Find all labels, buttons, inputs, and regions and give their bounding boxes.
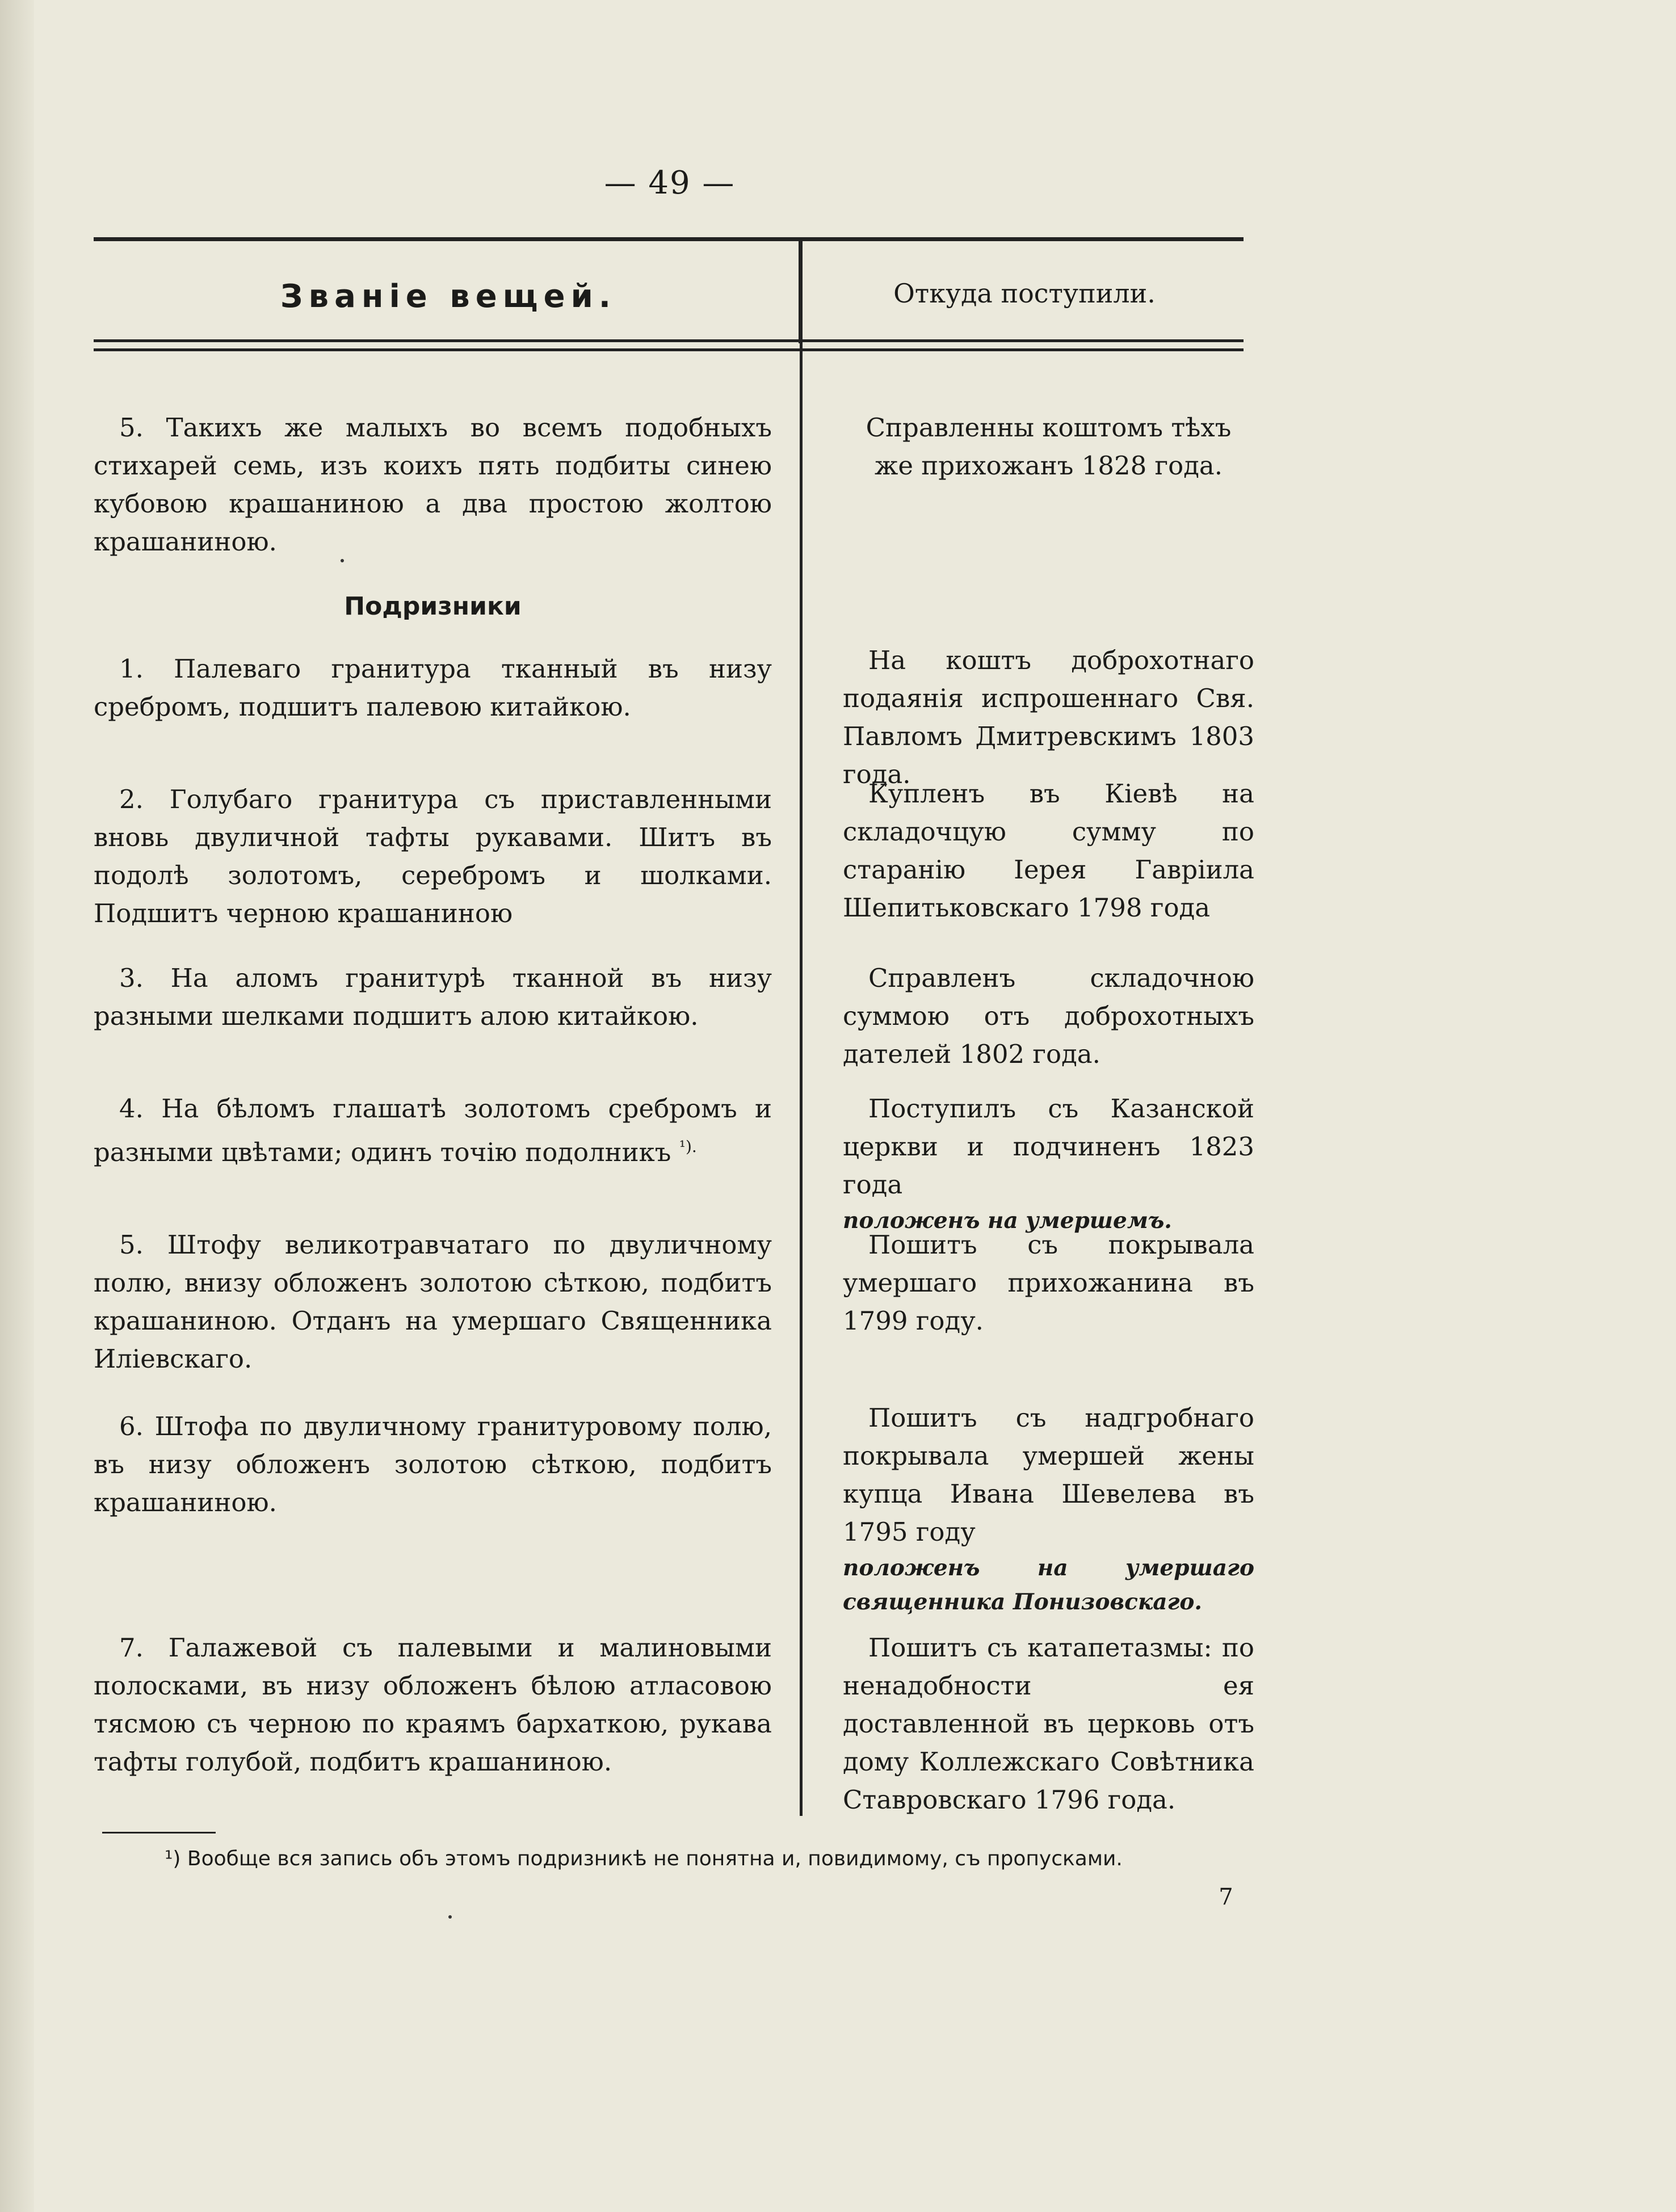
footnote-ref: ¹). xyxy=(679,1137,697,1156)
source-podriznik-1: На коштъ доброхотнаго подаянія испрошеннаго Свя. Павломъ Дмитревскимъ 1803 года. xyxy=(843,645,1254,789)
entry-podriznik-4 xyxy=(94,1090,772,1171)
source-podriznik-2: Купленъ въ Кіевѣ на складочцую сумму по старанію Іерея Гавріила Шепитьковскаго 1798 года xyxy=(843,779,1254,923)
footnote: ¹) Вообще вся запись объ этомъ подризникѣ не понятна и, повидимому, съ пропусками. xyxy=(165,1847,1123,1870)
source-podriznik-6 xyxy=(843,1399,1254,1619)
entry-podriznik-1: 1. Палеваго гранитура тканный въ низу сребромъ, подшитъ палевою китайкою. xyxy=(94,654,772,722)
section-heading-podrizniki: Подризники xyxy=(344,592,522,621)
source-podriznik-4-text: Поступилъ съ Казанской церкви и подчиненъ 1823 года xyxy=(843,1094,1254,1200)
source-podriznik-4-note: положенъ на умершемъ. xyxy=(843,1208,1172,1234)
ink-speck xyxy=(341,559,344,562)
source-podriznik-3: Справленъ складочною суммою отъ доброхотныхъ дателей 1802 года. xyxy=(843,963,1254,1069)
table-top-rule xyxy=(94,237,1244,241)
source-stichar-5: Справленны коштомъ тѣхъ же прихожанъ 1828 года. xyxy=(866,413,1232,481)
source-podriznik-6-note: положенъ на умершаго священника Понизовскаго. xyxy=(843,1555,1254,1615)
source-podriznik-4 xyxy=(843,1090,1254,1238)
source-podriznik-7: Пошитъ съ катапетазмы: по ненадобности ея доставленной въ церковь отъ дому Коллежскаго Совѣтника Ставровскаго 1796 года. xyxy=(843,1633,1254,1815)
entry-podriznik-2: 2. Голубаго гранитура съ приставленными вновь двуличной тафты рукавами. Шитъ въ подолѣ золотомъ, серебромъ и шолками. Подшитъ черною крашаниною xyxy=(94,784,772,928)
entry-podriznik-3: 3. На аломъ гранитурѣ тканной въ низу разными шелками подшитъ алою китайкою. xyxy=(94,963,772,1031)
page-number: — 49 — xyxy=(604,165,736,201)
ink-speck xyxy=(448,1915,452,1919)
column-divider xyxy=(800,241,803,1816)
source-podriznik-6-text: Пошитъ съ надгробнаго покрывала умершей жены купца Ивана Шевелева въ 1795 году xyxy=(843,1403,1254,1547)
header-double-rule-upper xyxy=(94,339,1244,342)
entry-podriznik-6: 6. Штофа по двуличному гранитуровому полю, въ низу обложенъ золотою сѣткою, подбитъ крашаниною. xyxy=(94,1411,772,1517)
entry-podriznik-7: 7. Галажевой съ палевыми и малиновыми полосками, въ низу обложенъ бѣлою атласовою тясмою съ черною по краямъ бархаткою, рукава тафты голубой, подбитъ крашаниною. xyxy=(94,1633,772,1777)
column-header-sources: Откуда поступили. xyxy=(893,278,1156,309)
entry-podriznik-5: 5. Штофу великотравчатаго по двуличному полю, внизу обложенъ золотою сѣткою, подбитъ крашаниною. Отданъ на умершаго Священника Иліевскаго. xyxy=(94,1230,772,1374)
entry-stichar-5: 5. Такихъ же малыхъ во всемъ подобныхъ стихарей семь, изъ коихъ пять подбиты синею кубовою крашаниною а два простою жолтою крашаниною. xyxy=(94,413,772,557)
header-double-rule-lower xyxy=(94,348,1244,351)
entry-podriznik-4-text: 4. На бѣломъ глашатѣ золотомъ сребромъ и разными цвѣтами; одинъ точію подолникъ xyxy=(94,1094,772,1167)
signature-mark: 7 xyxy=(1219,1884,1233,1910)
paper-edge xyxy=(0,0,34,2212)
footnote-rule xyxy=(102,1832,216,1833)
source-podriznik-5: Пошитъ съ покрывала умершаго прихожанина въ 1799 году. xyxy=(843,1230,1254,1336)
column-header-items: Званіе вещей. xyxy=(280,278,617,315)
